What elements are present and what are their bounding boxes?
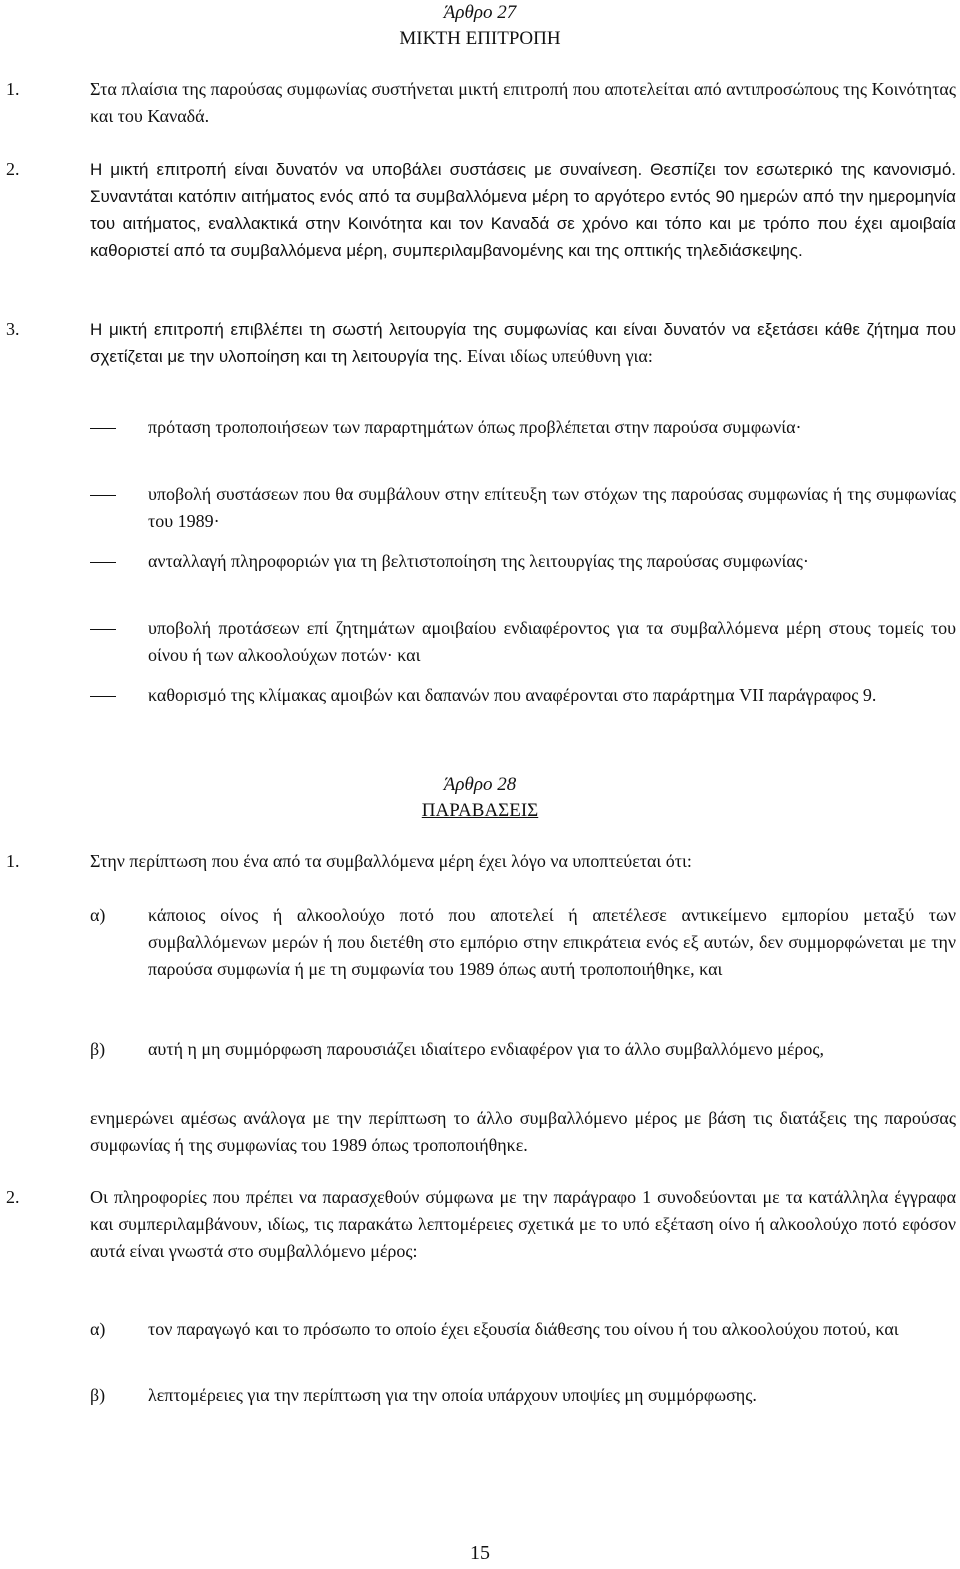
paragraph-number: 1. [6, 79, 20, 99]
bullet-item: υποβολή προτάσεων επί ζητημάτων αμοιβαίου ενδιαφέροντος για τα συμβαλλόμενα μέρη στους τομείς του οίνου ή των αλκοολούχων ποτών· και [148, 618, 956, 665]
paragraph-27-2-part-b: Συναντάται κατόπιν αιτήματος ενός από τα συμβαλλόμενα μέρη το αργότερο εντός 90 ημερών από την ημερομηνία του αιτήματος, εναλλακτικά στην Κοινότητα και τον Καναδά σε χρόνο και τόπο και με τρόπο που έχει αμοιβαία καθοριστεί από τα συμβαλλόμενα μέρη, συμπεριλαμβανομένης και της οπτικής τηλεδιάσκεψης. [90, 187, 956, 260]
bullet-item: πρόταση τροποποιήσεων των παραρτημάτων όπως προβλέπεται στην παρούσα συμφωνία· [148, 417, 802, 437]
article-28-title [0, 772, 960, 798]
paragraph-27-2-part-a: Η μικτή επιτροπή είναι δυνατόν να υποβάλει συστάσεις με συναίνεση. Θεσπίζει τον εσωτερικό της κανονισμό. [90, 160, 956, 179]
article-27-subtitle: ΜΙΚΤΗ ΕΠΙΤΡΟΠΗ [399, 28, 561, 49]
article-27-title-text: Άρθρο 27 [443, 2, 517, 23]
paragraph-number: 3. [6, 319, 20, 339]
paragraph-number: 1. [6, 851, 20, 871]
lettered-item: τον παραγωγό και το πρόσωπο το οποίο έχει εξουσία διάθεσης του οίνου ή του αλκοολούχου ποτού, και [148, 1319, 899, 1339]
paragraph-27-1: Στα πλαίσια της παρούσας συμφωνίας συστήνεται μικτή επιτροπή που αποτελείται από αντιπροσώπους της Κοινότητας και του Καναδά. [90, 79, 956, 126]
paragraph-number: 2. [6, 159, 20, 179]
page-number: 15 [470, 1542, 490, 1564]
article-28-subtitle: ΠΑΡΑΒΑΣΕΙΣ [421, 800, 539, 821]
dash-bullet [90, 495, 116, 496]
item-label: α) [90, 905, 106, 925]
lettered-item: λεπτομέρειες για την περίπτωση για την οποία υπάρχουν υποψίες μη συμμόρφωσης. [148, 1385, 757, 1405]
dash-bullet [90, 428, 116, 429]
lettered-item: κάποιος οίνος ή αλκοολούχο ποτό που αποτελεί ή απετέλεσε αντικείμενο εμπορίου μεταξύ των συμβαλλόμενων μερών ή που διετέθη στο εμπόριο στην επικράτεια ενός εξ αυτών, δεν συμμορφώνεται με την παρούσα συμφωνία ή με τη συμφωνία του 1989 όπως αυτή τροποποιήθηκε, και [148, 905, 956, 979]
article-27-title [0, 0, 960, 26]
bullet-item: καθορισμό της κλίμακας αμοιβών και δαπανών που αναφέρονται στο παράρτημα VII παράγραφος 9. [148, 685, 877, 705]
bullet-item: ανταλλαγή πληροφοριών για τη βελτιστοποίηση της λειτουργίας της παρούσας συμφωνίας· [148, 551, 809, 571]
paragraph-28-2: Οι πληροφορίες που πρέπει να παρασχεθούν σύμφωνα με την παράγραφο 1 συνοδεύονται με τα κατάλληλα έγγραφα και συμπεριλαμβάνουν, ιδίως, τις παρακάτω λεπτομέρειες σχετικά με το υπό εξέταση οίνο ή αλκοολούχο ποτό εφόσον αυτά είναι γνωστά στο συμβαλλόμενο μέρος: [90, 1187, 956, 1261]
dash-bullet [90, 629, 116, 630]
paragraph-28-1-closing: ενημερώνει αμέσως ανάλογα με την περίπτωση το άλλο συμβαλλόμενο μέρος με βάση τις διατάξεις της παρούσας συμφωνίας ή της συμφωνίας του 1989 όπως τροποποιήθηκε. [90, 1108, 956, 1155]
dash-bullet [90, 562, 116, 563]
lettered-item: αυτή η μη συμμόρφωση παρουσιάζει ιδιαίτερο ενδιαφέρον για το άλλο συμβαλλόμενο μέρος, [148, 1039, 825, 1059]
item-label: α) [90, 1319, 106, 1339]
article-28-title-text: Άρθρο 28 [443, 774, 517, 795]
paragraph-27-3 [90, 316, 956, 370]
paragraph-number: 2. [6, 1187, 20, 1207]
bullet-item: υποβολή συστάσεων που θα συμβάλουν στην επίτευξη των στόχων της παρούσας συμφωνίας ή της συμφωνίας του 1989· [148, 484, 956, 531]
paragraph-27-3-part-a: Η μικτή επιτροπή επιβλέπει τη σωστή λειτουργία της συμφωνίας και είναι δυνατόν να εξετάσει κάθε ζήτημα που σχετίζεται με την υλοποίηση και τη λειτουργία της. [90, 320, 956, 366]
paragraph-27-2 [90, 156, 956, 264]
paragraph-27-3-part-b: Είναι ιδίως υπεύθυνη για: [462, 346, 653, 366]
paragraph-28-1: Στην περίπτωση που ένα από τα συμβαλλόμενα μέρη έχει λόγο να υποπτεύεται ότι: [90, 851, 692, 871]
dash-bullet [90, 696, 116, 697]
item-label: β) [90, 1385, 106, 1405]
item-label: β) [90, 1039, 106, 1059]
